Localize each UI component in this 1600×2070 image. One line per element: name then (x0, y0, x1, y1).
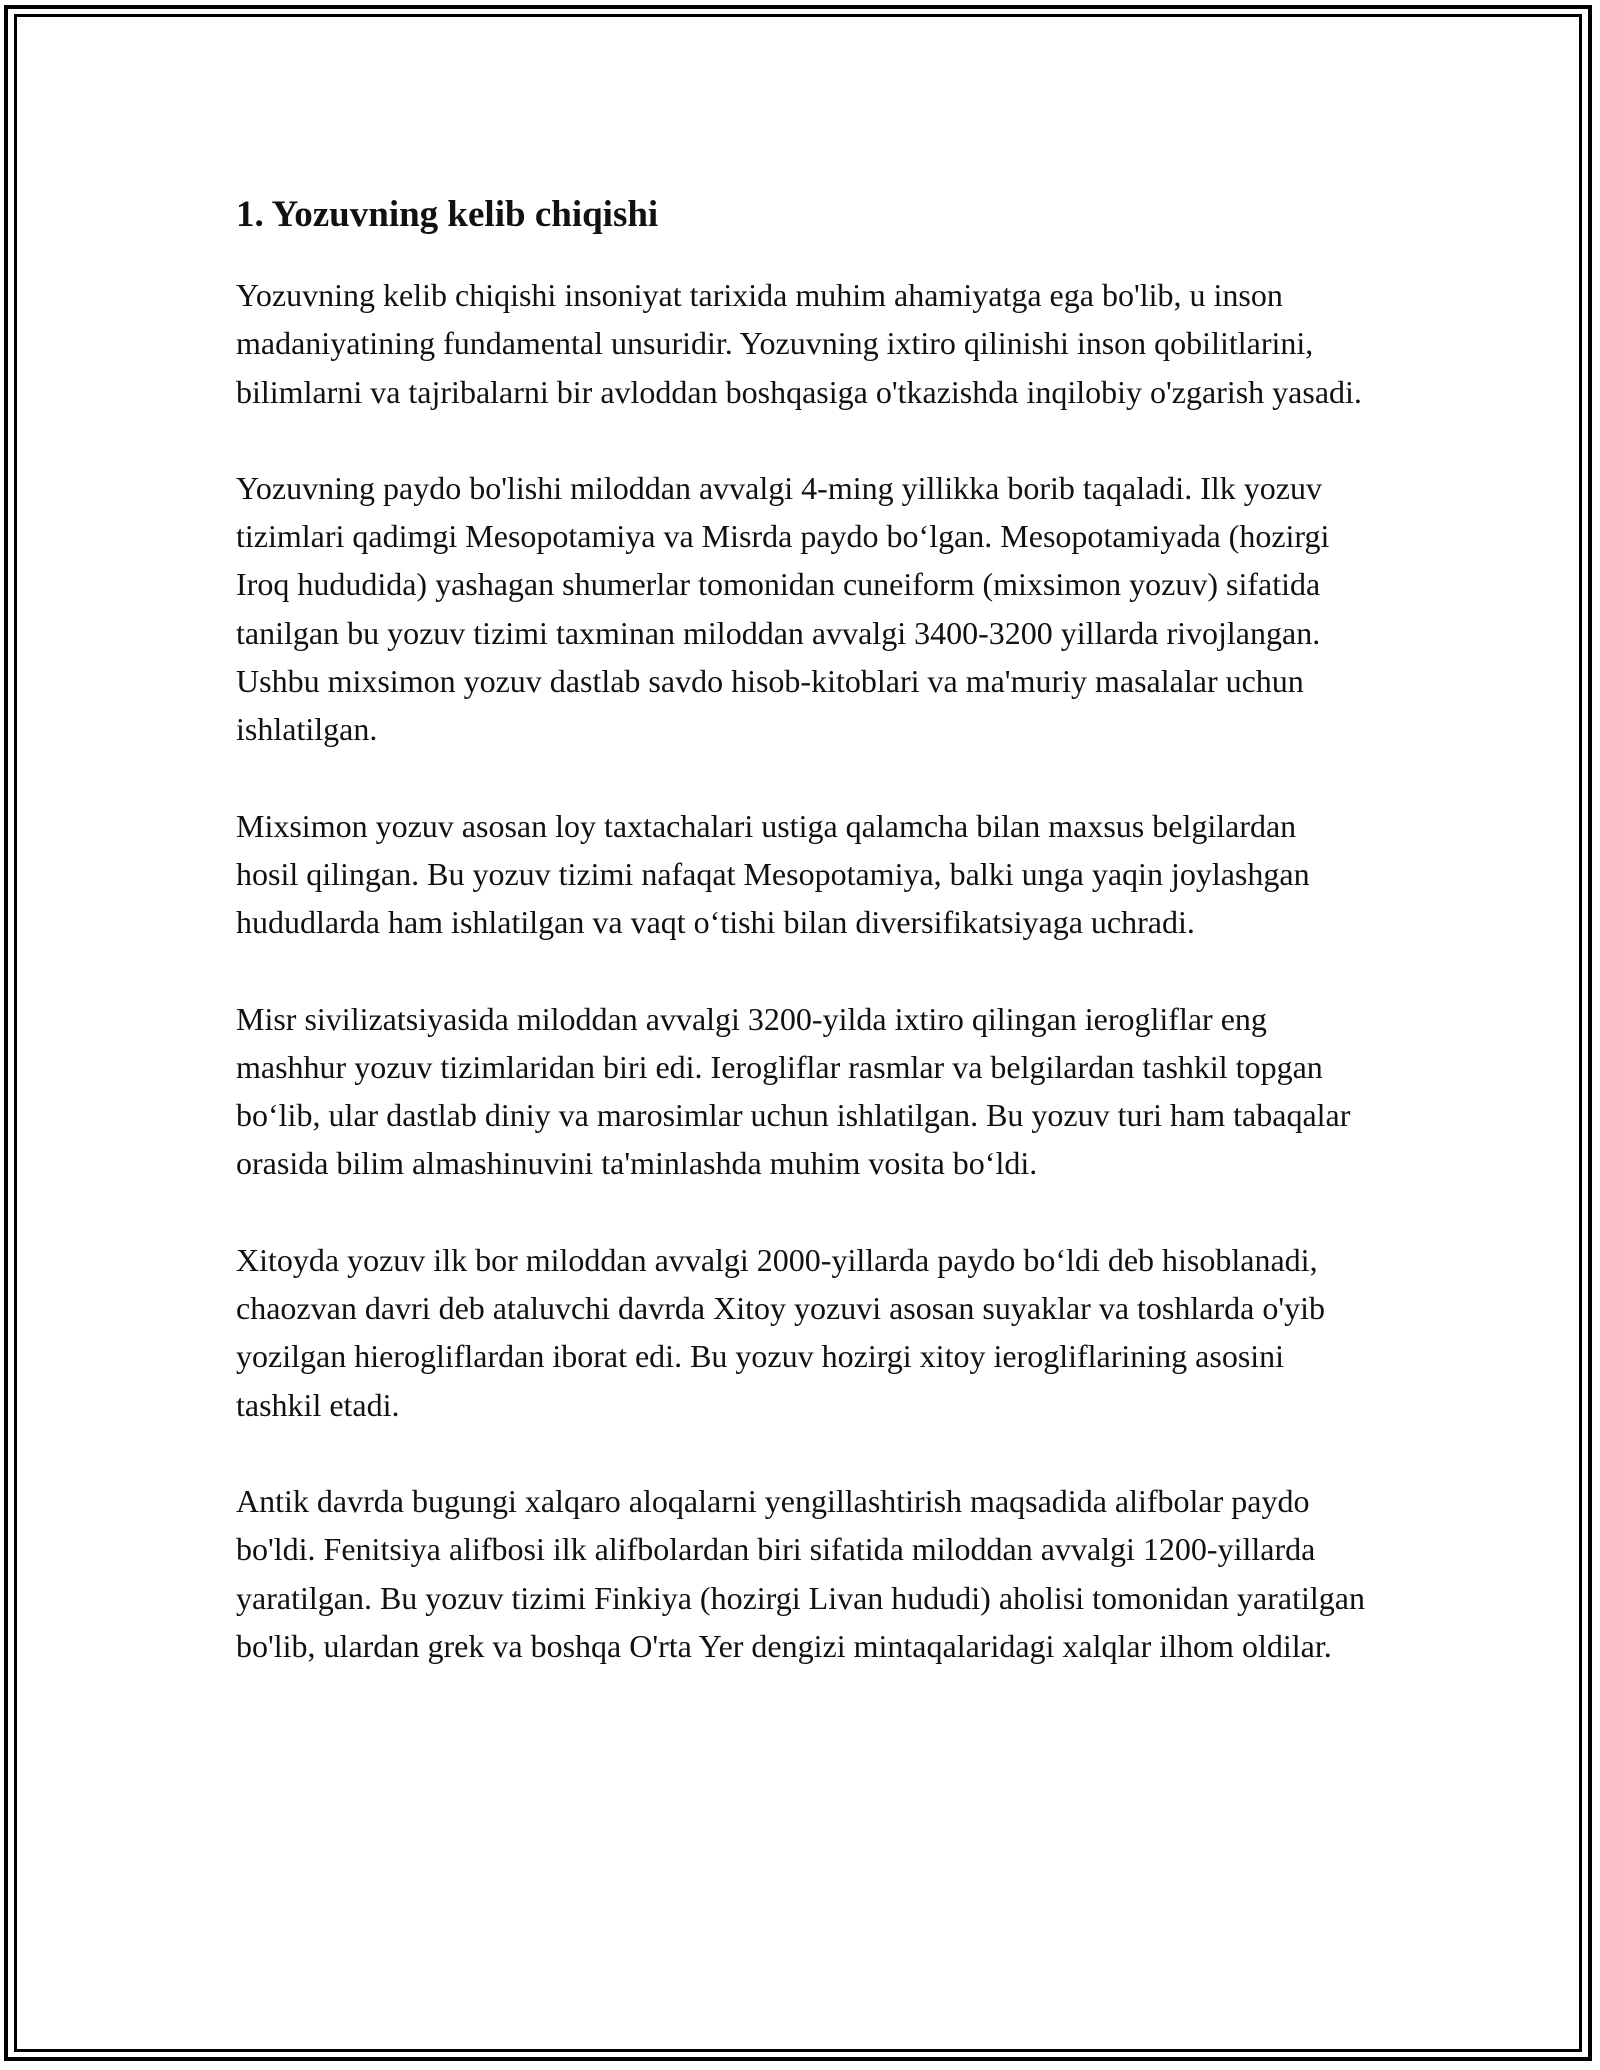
paragraph-egypt: Misr sivilizatsiyasida miloddan avvalgi 3200-yilda ixtiro qilingan ierogliflar eng mashhur yozuv tizimlaridan biri edi. Ierogliflar rasmlar va belgilardan tashkil topgan bo‘lib, ular dastlab diniy va marosimlar uchun ishlatilgan. Bu yozuv turi ham tabaqalar orasida bilim almashinuvini ta'minlashda muhim vosita bo‘ldi. (236, 1000, 1351, 1182)
paragraph-mesopotamia: Yozuvning paydo bo'lishi miloddan avvalgi 4-ming yillikka borib taqaladi. Ilk yozuv tizimlari qadimgi Mesopotamiya va Misrda paydo bo‘lgan. Mesopotamiyada (hozirgi Iroq hududida) yashagan shumerlar tomonidan cuneiform (mixsimon yozuv) sifatida tanilgan bu yozuv tizimi taxminan miloddan avvalgi 3400-3200 yillarda rivojlangan. Ushbu mixsimon yozuv dastlab savdo hisob-kitoblari va ma'muriy masalalar uchun ishlatilgan. (236, 469, 1330, 748)
paragraph-cuneiform: Mixsimon yozuv asosan loy taxtachalari ustiga qalamcha bilan maxsus belgilardan hosil qilingan. Bu yozuv tizimi nafaqat Mesopotamiya, balki unga yaqin joylashgan hududlarda ham ishlatilgan va vaqt o‘tishi bilan diversifikatsiyaga uchradi. (236, 807, 1310, 941)
paragraph-phoenicia: Antik davrda bugungi xalqaro aloqalarni yengillashtirish maqsadida alifbolar paydo bo'ldi. Fenitsiya alifbosi ilk alifbolardan biri sifatida miloddan avvalgi 1200-yillarda yaratilgan. Bu yozuv tizimi Finkiya (hozirgi Livan hududi) aholisi tomonidan yaratilgan bo'lib, ulardan grek va boshqa O'rta Yer dengizi mintaqalaridagi xalqlar ilhom oldilar. (236, 1482, 1365, 1664)
paragraph-intro: Yozuvning kelib chiqishi insoniyat tarixida muhim ahamiyatga ega bo'lib, u inson madaniyatining fundamental unsuridir. Yozuvning ixtiro qilinishi inson qobilitlarini, bilimlarni va tajribalarni bir avloddan boshqasiga o'tkazishda inqilobiy o'zgarish yasadi. (236, 277, 1362, 410)
document-body (236, 185, 1366, 1718)
paragraph-china: Xitoyda yozuv ilk bor miloddan avvalgi 2000-yillarda paydo bo‘ldi deb hisoblanadi, chaozvan davri deb ataluvchi davrda Xitoy yozuvi asosan suyaklar va toshlarda o'yib yozilgan hierogliflardan iborat edi. Bu yozuv hozirgi xitoy ierogliflarining asosini tashkil etadi. (236, 1241, 1325, 1423)
section-heading: 1. Yozuvning kelib chiqishi (236, 194, 659, 235)
